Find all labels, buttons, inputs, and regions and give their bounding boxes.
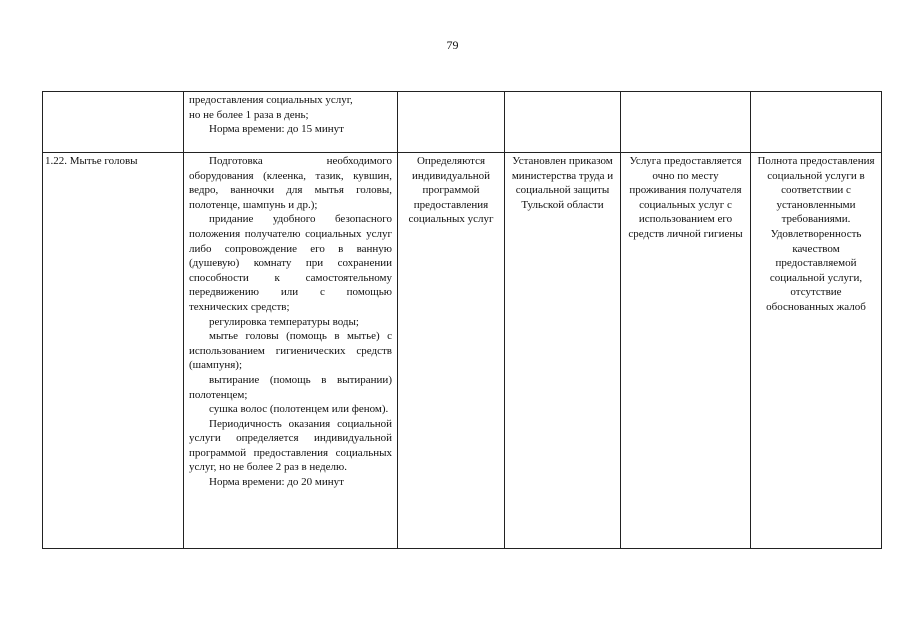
service-row	[43, 153, 882, 549]
deadline-cell-empty	[505, 92, 621, 153]
conditions-cell: Услуга предоставляется очно по месту проживания получателя социальных услуг с использованием его средств личной гигиены	[621, 153, 751, 549]
continuation-row	[43, 92, 882, 153]
services-table	[42, 91, 882, 549]
service-name-cell-empty	[43, 92, 184, 153]
service-content-cell	[184, 153, 398, 549]
quality-cell-empty	[751, 92, 882, 153]
content-paragraph: вытирание (помощь в вытирании) полотенцем;	[189, 373, 392, 401]
conditions-cell-empty	[621, 92, 751, 153]
content-paragraph: придание удобного безопасного положения получателю социальных услуг либо сопровождение его в ванную (душевую) комнату при сохранении способности к самостоятельному передвижению или с помощью технических средств;	[189, 213, 392, 313]
service-content-cell-continued	[184, 92, 398, 153]
page-number: 79	[446, 38, 459, 52]
service-name-cell: 1.22. Мытье головы	[43, 153, 184, 549]
content-paragraph: Норма времени: до 20 минут	[209, 476, 344, 489]
content-paragraph: регулировка температуры воды;	[209, 315, 359, 328]
volume-cell: Определяются индивидуальной программой предоставления социальных услуг	[398, 153, 505, 549]
content-line: предоставления социальных услуг,	[189, 94, 353, 106]
content-line: но не более 1 раза в день;	[189, 108, 309, 121]
content-paragraph: мытье головы (помощь в мытье) с использованием гигиенических средств (шампуня);	[189, 330, 392, 372]
content-line: Норма времени: до 15 минут	[209, 123, 344, 136]
content-paragraph: Периодичность оказания социальной услуги определяется индивидуальной программой предоставления социальных услуг, но не более 2 раз в неделю.	[189, 417, 392, 474]
volume-cell-empty	[398, 92, 505, 153]
deadline-cell: Установлен приказом министерства труда и социальной защиты Тульской области	[505, 153, 621, 549]
content-paragraph: сушка волос (полотенцем или феном).	[209, 403, 389, 416]
quality-cell: Полнота предоставления социальной услуги в соответствии с установленными требованиями. Удовлетворенность качеством предоставляемой социальной услуги, отсутствие обоснованных жалоб	[751, 153, 882, 549]
content-paragraph: Подготовка необходимого оборудования (клеенка, тазик, кувшин, ведро, ванночки для мытья головы, полотенце, шампунь и др.);	[189, 155, 392, 211]
